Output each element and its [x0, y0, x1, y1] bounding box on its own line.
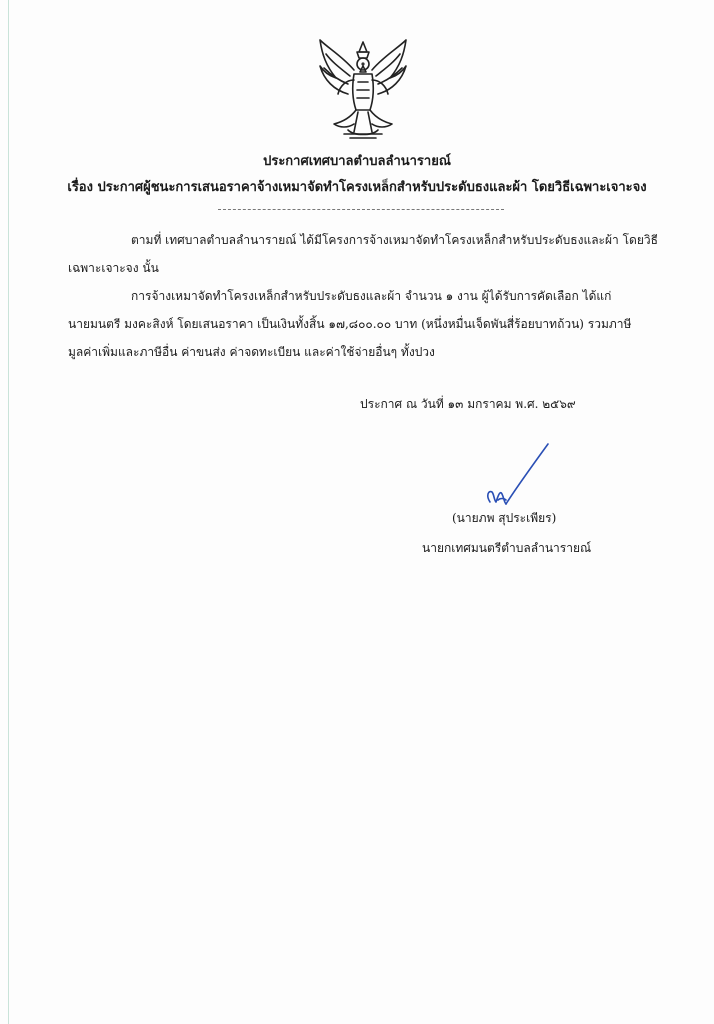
- signer-position: นายกเทศมนตรีตำบลลำนารายณ์: [422, 541, 592, 555]
- garuda-emblem-icon: [314, 36, 412, 144]
- paragraph-2-line-2: นายมนตรี มงคะสิงห์ โดยเสนอราคา เป็นเงินทั้งสิ้น ๑๗,๘๐๐.๐๐ บาท (หนึ่งหมื่นเจ็ดพันสี่ร้อยบาทถ้วน) รวมภาษี: [68, 317, 632, 331]
- paragraph-1-line-2: เฉพาะเจาะจง นั้น: [68, 261, 159, 275]
- announcement-date: ประกาศ ณ วันที่ ๑๓ มกราคม พ.ศ. ๒๕๖๙: [360, 397, 576, 411]
- document-subject: เรื่อง ประกาศผู้ชนะการเสนอราคาจ้างเหมาจัดทำโครงเหล็กสำหรับประดับธงและผ้า โดยวิธีเฉพาะเจาะจง: [67, 180, 647, 195]
- signer-name: (นายภพ สุประเพียร): [452, 511, 557, 525]
- header-divider: [218, 209, 504, 210]
- paragraph-2-line-1: การจ้างเหมาจัดทำโครงเหล็กสำหรับประดับธงและผ้า จำนวน ๑ งาน ผู้ได้รับการคัดเลือก ได้แก่: [131, 289, 612, 303]
- paragraph-2-line-3: มูลค่าเพิ่มและภาษีอื่น ค่าขนส่ง ค่าจดทะเบียน และค่าใช้จ่ายอื่นๆ ทั้งปวง: [68, 345, 435, 359]
- organization-title: ประกาศเทศบาลตำบลลำนารายณ์: [263, 154, 451, 169]
- handwritten-signature-icon: [476, 440, 566, 512]
- paragraph-1-line-1: ตามที่ เทศบาลตำบลลำนารายณ์ ได้มีโครงการจ้างเหมาจัดทำโครงเหล็กสำหรับประดับธงและผ้า โดยวิธี: [131, 233, 658, 247]
